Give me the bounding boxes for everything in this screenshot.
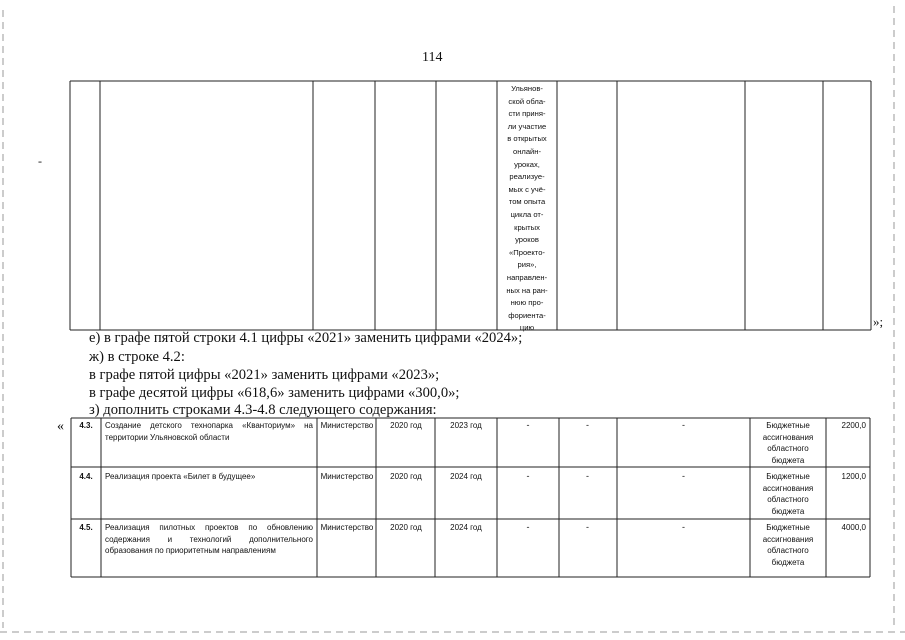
paragraph-zh-1: в графе пятой цифры «2021» заменить цифрами «2023»; bbox=[89, 367, 440, 383]
row-number: 4.3. bbox=[79, 421, 93, 430]
paragraph-e: е) в графе пятой строки 4.1 цифры «2021» заменить цифрами «2024»; bbox=[89, 330, 523, 346]
row-funding-source: Бюджетные ассигнования областного бюджета bbox=[762, 523, 814, 567]
row-number: 4.4. bbox=[79, 472, 93, 481]
row-funding-source: Бюджетные ассигнования областного бюджета bbox=[762, 421, 814, 465]
row-col7: - bbox=[586, 420, 589, 430]
row-end-year: 2023 год bbox=[450, 421, 482, 430]
top-table-cell-text: Ульянов- ской обла- сти приня- ли участие в открытых онлайн- уроках, реализуе- мых с учё- том опыта цикла от- крытых уроков «Проекто- рия», направлен- ных на ран- нюю про- фориента- цию bbox=[506, 84, 548, 333]
paragraph-z: з) дополнить строками 4.3-4.8 следующего содержания: bbox=[89, 402, 437, 418]
opening-quote-mark: « bbox=[57, 419, 64, 434]
closing-quote-mark: »; bbox=[873, 314, 884, 329]
row-amount: 4000,0 bbox=[841, 523, 866, 532]
row-col6: - bbox=[526, 420, 530, 430]
row-col8: - bbox=[682, 522, 685, 532]
row-start-year: 2020 год bbox=[390, 472, 422, 481]
row-name: Реализация пилотных проектов по обновлению содержания и технологий дополнительного образования по приоритетным направлениям bbox=[105, 523, 313, 555]
row-executor: Министерство bbox=[320, 523, 374, 532]
row-col8: - bbox=[682, 420, 685, 430]
margin-mark: - bbox=[38, 154, 42, 168]
paragraph-zh: ж) в строке 4.2: bbox=[89, 349, 185, 365]
row-name: Реализация проекта «Билет в будущее» bbox=[105, 472, 256, 481]
row-amount: 2200,0 bbox=[841, 421, 866, 430]
row-col8: - bbox=[682, 471, 685, 481]
row-amount: 1200,0 bbox=[841, 472, 866, 481]
row-col7: - bbox=[586, 522, 589, 532]
row-col6: - bbox=[526, 471, 530, 481]
row-number: 4.5. bbox=[79, 523, 93, 532]
page-number: 114 bbox=[422, 50, 443, 65]
row-name: Создание детского технопарка «Кванториум» на территории Ульяновской области bbox=[105, 421, 313, 442]
row-start-year: 2020 год bbox=[390, 421, 422, 430]
row-executor: Министерство bbox=[320, 472, 374, 481]
row-executor: Министерство bbox=[320, 421, 374, 430]
row-end-year: 2024 год bbox=[450, 472, 482, 481]
row-end-year: 2024 год bbox=[450, 523, 482, 532]
row-start-year: 2020 год bbox=[390, 523, 422, 532]
row-col7: - bbox=[586, 471, 589, 481]
paragraph-zh-2: в графе десятой цифры «618,6» заменить цифрами «300,0»; bbox=[89, 385, 460, 401]
row-col6: - bbox=[526, 522, 530, 532]
row-funding-source: Бюджетные ассигнования областного бюджета bbox=[762, 472, 814, 516]
